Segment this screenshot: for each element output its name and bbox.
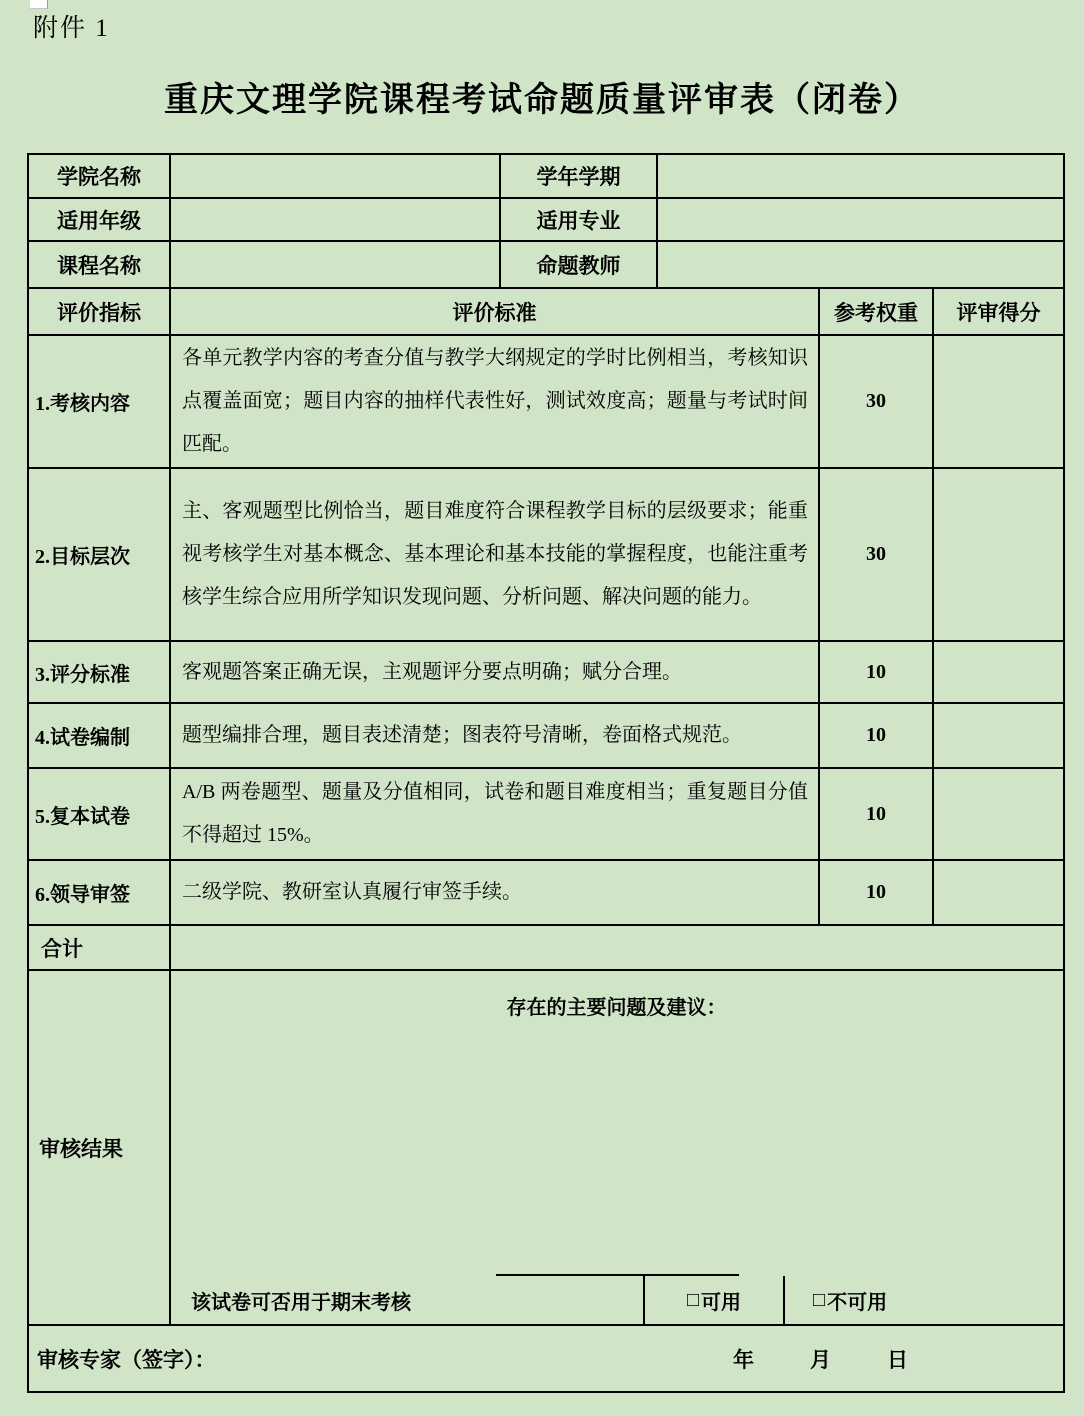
criteria-row-duplicate-paper [29,769,1063,861]
weight-cell: 10 [820,769,934,861]
criteria-row-objective-levels [29,469,1063,642]
weight-cell: 30 [820,336,934,469]
not-usable-checkbox-option[interactable] [785,1276,1063,1324]
indicator-cell: 2.目标层次 [29,469,171,642]
indicator-cell: 5.复本试卷 [29,769,171,861]
usability-question-cell: 该试卷可否用于期末考核 [171,1276,645,1324]
total-value[interactable] [171,926,1063,971]
standard-cell: 二级学院、教研室认真履行审签手续。 [171,861,820,926]
header-score: 评审得分 [934,289,1063,336]
date-month-label: 月 [810,1347,831,1372]
header-standard: 评价标准 [171,289,820,336]
score-cell[interactable] [934,469,1063,642]
standard-cell: 题型编排合理，题目表述清楚；图表符号清晰，卷面格式规范。 [171,704,820,769]
standard-cell: 各单元教学内容的考查分值与教学大纲规定的学时比例相当，考核知识点覆盖面宽；题目内容的抽样代表性好，测试效度高；题量与考试时间匹配。 [171,336,820,469]
standard-cell: A/B 两卷题型、题量及分值相同，试卷和题目难度相当；重复题目分值不得超过 15%。 [171,769,820,861]
indicator-cell: 6.领导审签 [29,861,171,926]
review-result-band [29,971,1063,1326]
signature-cell [29,1326,1063,1391]
date-fields [733,1344,908,1374]
header-weight: 参考权重 [820,289,934,336]
date-day-label: 日 [887,1347,908,1372]
weight-cell: 30 [820,469,934,642]
academic-year-term-label: 学年学期 [501,155,658,199]
weight-cell: 10 [820,704,934,769]
info-row-college [29,155,1063,199]
exam-setter-label: 命题教师 [501,242,658,289]
problems-suggestions-label: 存在的主要问题及建议： [506,997,727,1019]
score-cell[interactable] [934,861,1063,926]
attachment-label: 附件 1 [33,15,110,42]
applicable-major-label: 适用专业 [501,199,658,242]
college-name-value[interactable] [171,155,501,199]
standard-cell: 客观题答案正确无误，主观题评分要点明确；赋分合理。 [171,642,820,704]
criteria-row-paper-composition [29,704,1063,769]
total-label: 合计 [29,926,171,971]
criteria-row-leader-signoff [29,861,1063,926]
criteria-row-scoring-standard [29,642,1063,704]
checkbox-icon[interactable]: □ [813,1288,826,1311]
standard-cell: 主、客观题型比例恰当，题目难度符合课程教学目标的层级要求；能重视考核学生对基本概念、基本理论和基本技能的掌握程度，也能注重考核学生综合应用所学知识发现问题、分析问题、解决问题的能力。 [171,469,820,642]
review-table [27,153,1065,1393]
indicator-cell: 4.试卷编制 [29,704,171,769]
total-row [29,926,1063,971]
review-result-content [171,971,1063,1326]
table-header-row [29,289,1063,336]
exam-setter-value[interactable] [658,242,1063,289]
score-cell[interactable] [934,642,1063,704]
score-cell[interactable] [934,704,1063,769]
applicable-grade-value[interactable] [171,199,501,242]
reviewer-signature-label: 审核专家（签字）： [37,1347,216,1372]
weight-cell: 10 [820,642,934,704]
course-name-label: 课程名称 [29,242,171,289]
usable-option-label: 可用 [701,1291,742,1314]
weight-cell: 10 [820,861,934,926]
criteria-row-assessment-content [29,336,1063,469]
indicator-cell: 3.评分标准 [29,642,171,704]
problems-suggestions-cell[interactable] [496,971,739,1276]
college-name-label: 学院名称 [29,155,171,199]
not-usable-option-label: 不可用 [827,1291,888,1314]
indicator-cell: 1.考核内容 [29,336,171,469]
signature-row [29,1326,1063,1391]
page-title: 重庆文理学院课程考试命题质量评审表（闭卷） [164,82,920,119]
applicable-major-value[interactable] [658,199,1063,242]
info-row-grade [29,199,1063,242]
header-indicator: 评价指标 [29,289,171,336]
academic-year-term-value[interactable] [658,155,1063,199]
score-cell[interactable] [934,336,1063,469]
usability-row [171,1276,1063,1324]
usable-checkbox-option[interactable] [645,1276,785,1324]
date-year-label: 年 [733,1347,754,1372]
review-result-label: 审核结果 [29,971,171,1326]
applicable-grade-label: 适用年级 [29,199,171,242]
checkbox-icon[interactable]: □ [686,1288,700,1311]
score-cell[interactable] [934,769,1063,861]
info-row-course [29,242,1063,289]
course-name-value[interactable] [171,242,501,289]
